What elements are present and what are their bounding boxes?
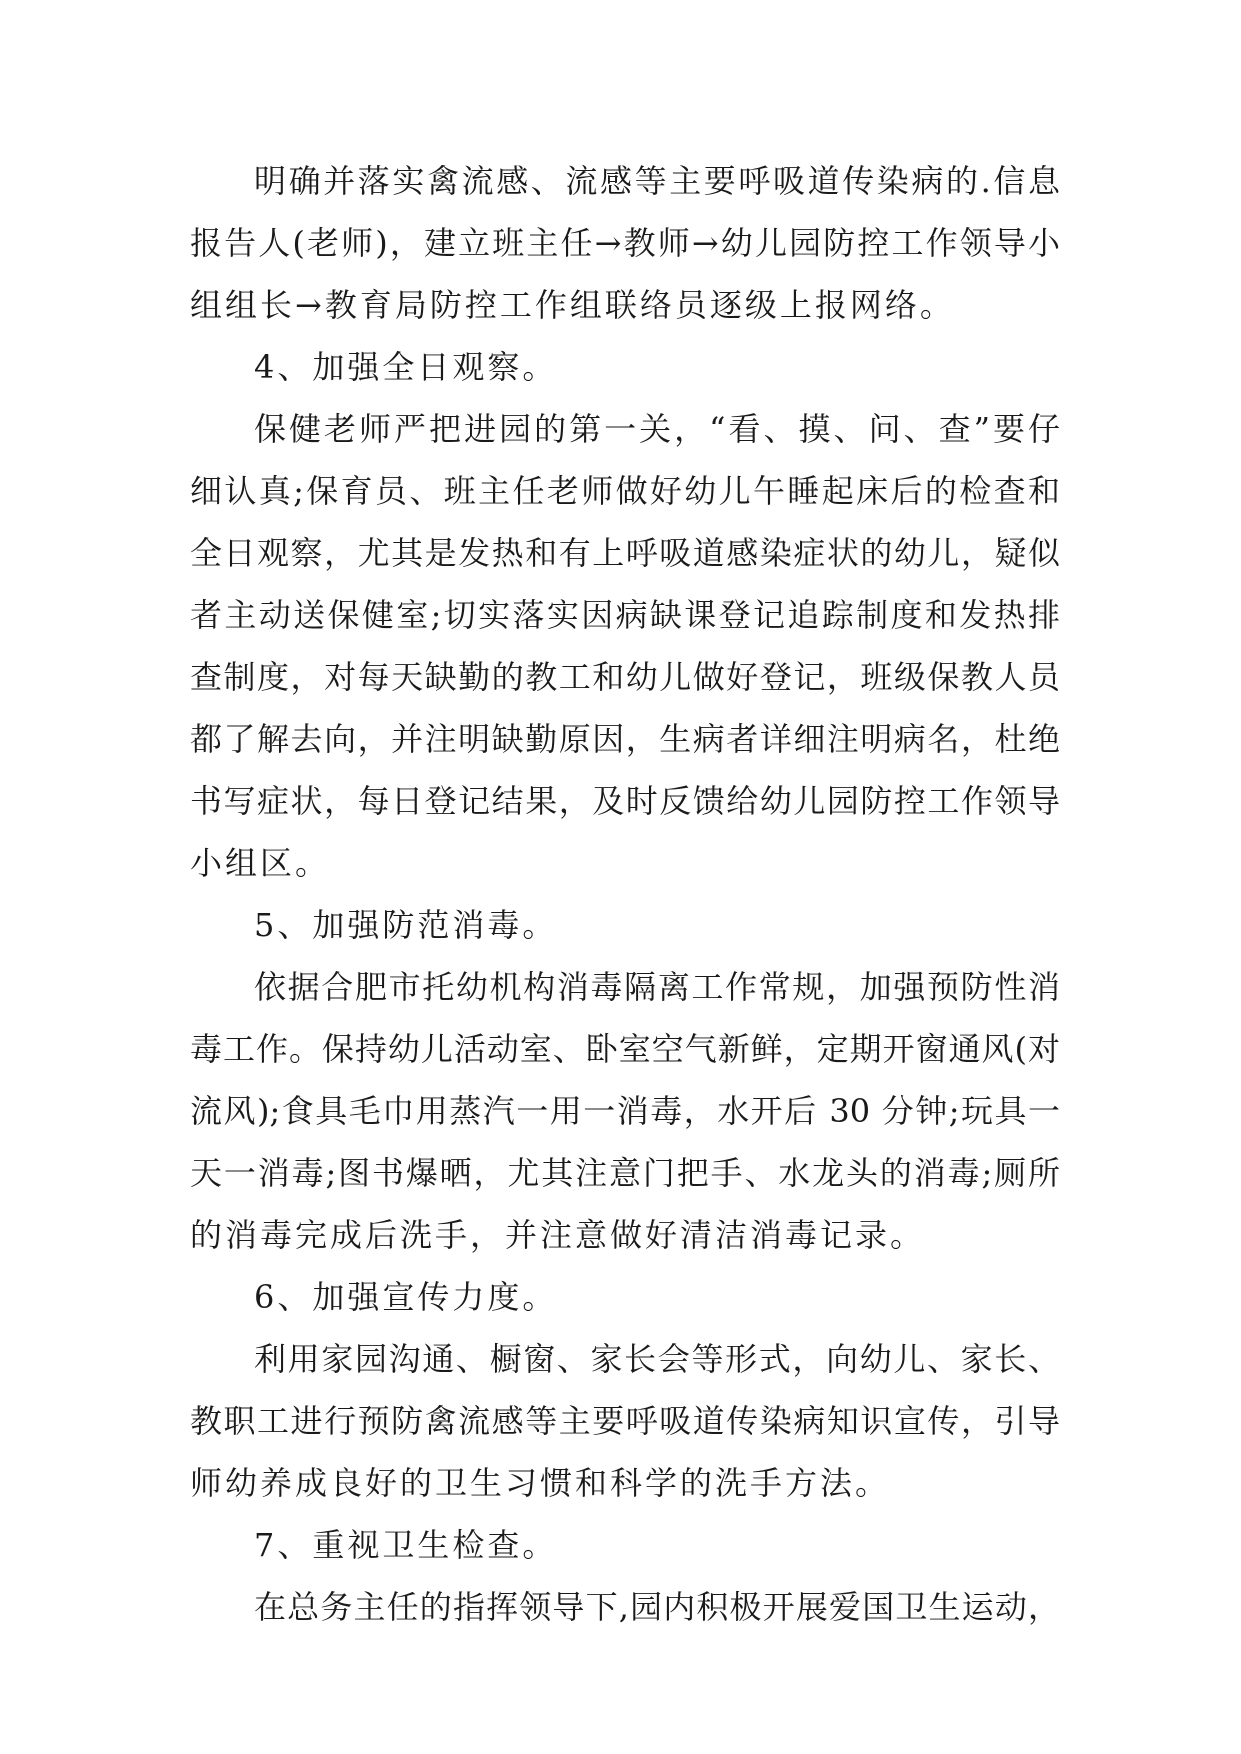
text-line: 保健老师严把进园的第一关，“看、摸、问、查”要仔 (254, 410, 1060, 448)
section-heading: 5、加强防范消毒。 (254, 906, 558, 944)
text-line: 小组区。 (190, 844, 331, 882)
text-line: 查制度，对每天缺勤的教工和幼儿做好登记，班级保教人员 (190, 658, 1060, 696)
text-line: 教职工进行预防禽流感等主要呼吸道传染病知识宣传，引导 (190, 1402, 1060, 1440)
text-line: 都了解去向，并注明缺勤原因，生病者详细注明病名，杜绝 (190, 720, 1060, 758)
text-line: 天一消毒;图书爆晒，尤其注意门把手、水龙头的消毒;厕所 (190, 1154, 1060, 1192)
text-line: 书写症状，每日登记结果，及时反馈给幼儿园防控工作领导 (190, 782, 1060, 820)
text-line: 师幼养成良好的卫生习惯和科学的洗手方法。 (190, 1464, 891, 1502)
text-line: 利用家园沟通、橱窗、家长会等形式，向幼儿、家长、 (254, 1340, 1060, 1378)
text-line: 组组长→教育局防控工作组联络员逐级上报网络。 (190, 286, 955, 324)
text-line: 的消毒完成后洗手，并注意做好清洁消毒记录。 (190, 1216, 926, 1254)
section-heading: 7、重视卫生检查。 (254, 1526, 558, 1564)
text-line: 明确并落实禽流感、流感等主要呼吸道传染病的.信息 (254, 162, 1060, 200)
section-heading: 4、加强全日观察。 (254, 348, 558, 386)
text-line: 细认真;保育员、班主任老师做好幼儿午睡起床后的检查和 (190, 472, 1060, 510)
section-heading: 6、加强宣传力度。 (254, 1278, 558, 1316)
text-line: 报告人(老师)，建立班主任→教师→幼儿园防控工作领导小 (190, 224, 1060, 262)
text-line: 毒工作。保持幼儿活动室、卧室空气新鲜，定期开窗通风(对 (190, 1030, 1060, 1068)
text-line: 流风);食具毛巾用蒸汽一用一消毒，水开后 30 分钟;玩具一 (190, 1092, 1060, 1130)
text-line: 在总务主任的指挥领导下,园内积极开展爱国卫生运动， (254, 1588, 1060, 1626)
text-line: 者主动送保健室;切实落实因病缺课登记追踪制度和发热排 (190, 596, 1060, 634)
text-line: 依据合肥市托幼机构消毒隔离工作常规，加强预防性消 (254, 968, 1060, 1006)
text-line: 全日观察，尤其是发热和有上呼吸道感染症状的幼儿，疑似 (190, 534, 1060, 572)
document-body (190, 150, 1060, 1638)
